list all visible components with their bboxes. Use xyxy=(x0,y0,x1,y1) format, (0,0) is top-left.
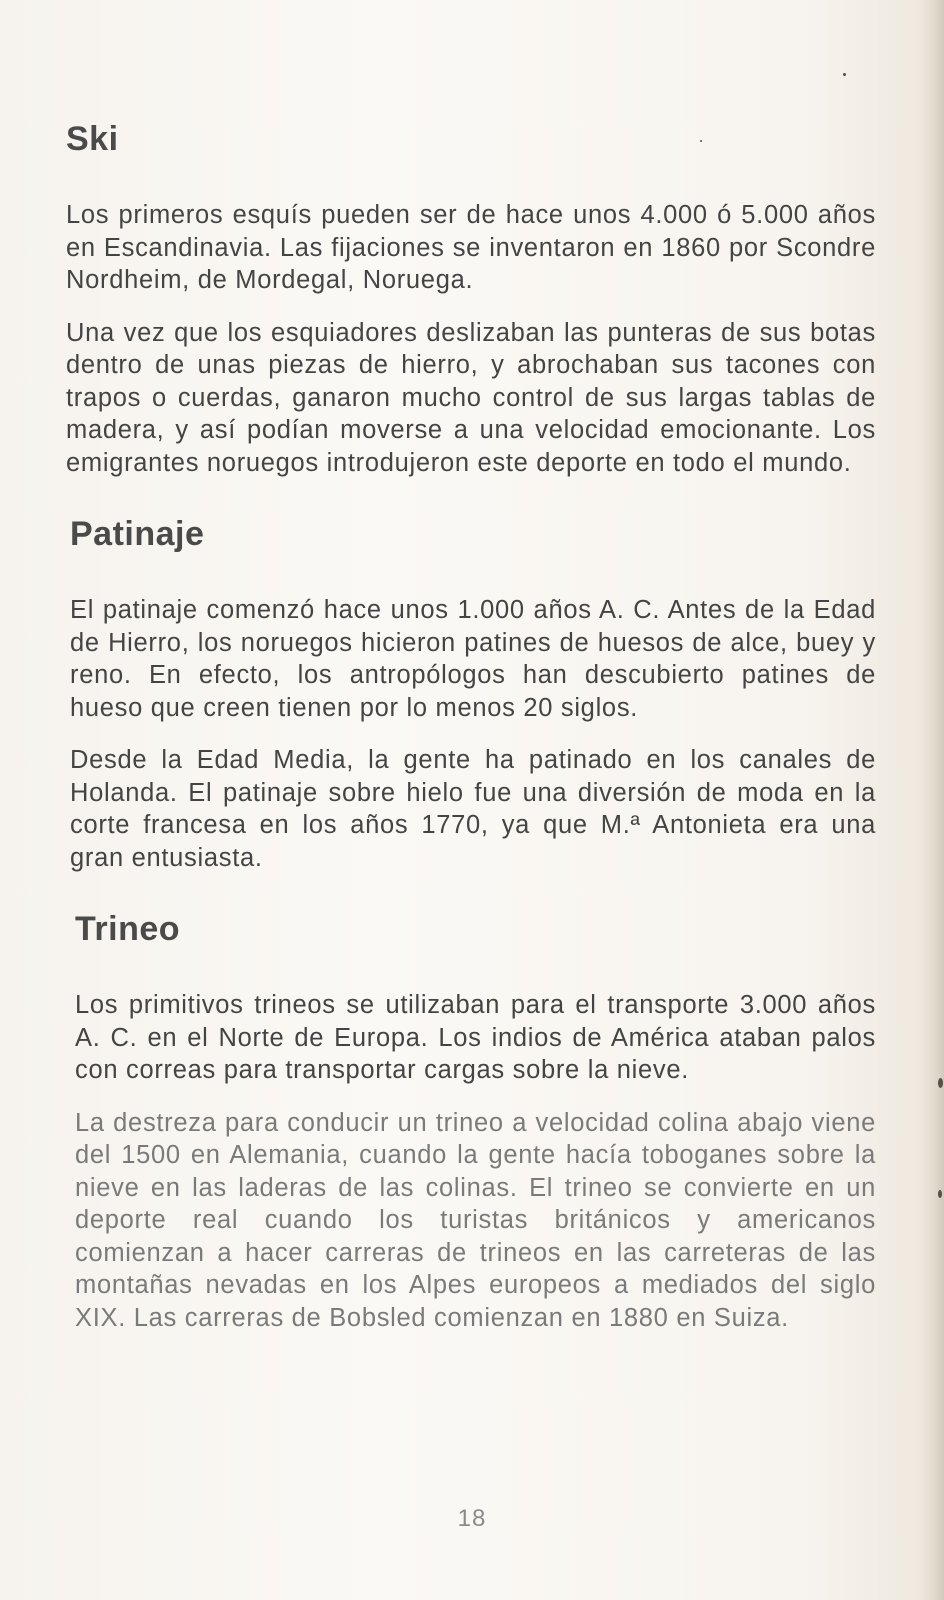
section-patinaje xyxy=(70,515,876,874)
section-title-trineo: Trineo xyxy=(75,910,181,948)
section-title-patinaje: Patinaje xyxy=(70,515,205,553)
paragraph: El patinaje comenzó hace unos 1.000 años A. C. Antes de la Edad de Hierro, los noruegos hicieron patines de huesos de alce, buey y reno. En efecto, los antropólogos han descubierto patines de hueso que creen tienen por lo menos 20 siglos. xyxy=(70,596,876,722)
paragraph: Los primeros esquís pueden ser de hace unos 4.000 ó 5.000 años en Escandinavia. Las fijaciones se inventaron en 1860 por Scondre Nordheim, de Mordegal, Noruega. xyxy=(66,201,876,294)
paragraph: Desde la Edad Media, la gente ha patinado en los canales de Holanda. El patinaje sobre hielo fue una diversión de moda en la corte francesa en los años 1770, ya que M.ª Antonieta era una gran entusiasta. xyxy=(70,746,876,872)
section-title-ski: Ski xyxy=(66,120,119,158)
paper-speck xyxy=(843,73,846,76)
page-number: 18 xyxy=(457,1505,487,1532)
paper-speck xyxy=(938,1078,943,1088)
paper-speck xyxy=(938,1190,942,1198)
section-trineo xyxy=(75,910,876,1334)
paper-speck xyxy=(700,140,702,142)
section-ski xyxy=(66,120,876,479)
paragraph: Una vez que los esquiadores deslizaban las punteras de sus botas dentro de unas piezas de hierro, y abrochaban sus tacones con trapos o cuerdas, ganaron mucho control de sus largas tablas de madera, y así podían moverse a una velocidad emocionante. Los emigrantes noruegos introdujeron este deporte en todo el mundo. xyxy=(66,318,876,477)
paragraph: La destreza para conducir un trineo a velocidad colina abajo viene del 1500 en Alemania, cuando la gente hacía toboganes sobre la nieve en las laderas de las colinas. El trineo se convierte en un deporte real cuando los turistas británicos y americanos comienzan a hacer carreras de trineos en las carreteras de las montañas nevadas en los Alpes europeos a mediados del siglo XIX. Las carreras de Bobsled comienzan en 1880 en Suiza. xyxy=(75,1108,876,1332)
paragraph: Los primitivos trineos se utilizaban para el transporte 3.000 años A. C. en el Norte de Europa. Los indios de América ataban palos con correas para transportar cargas sobre la nieve. xyxy=(75,991,876,1084)
page-edge-shadow xyxy=(922,0,944,1600)
page-content xyxy=(66,120,876,1370)
